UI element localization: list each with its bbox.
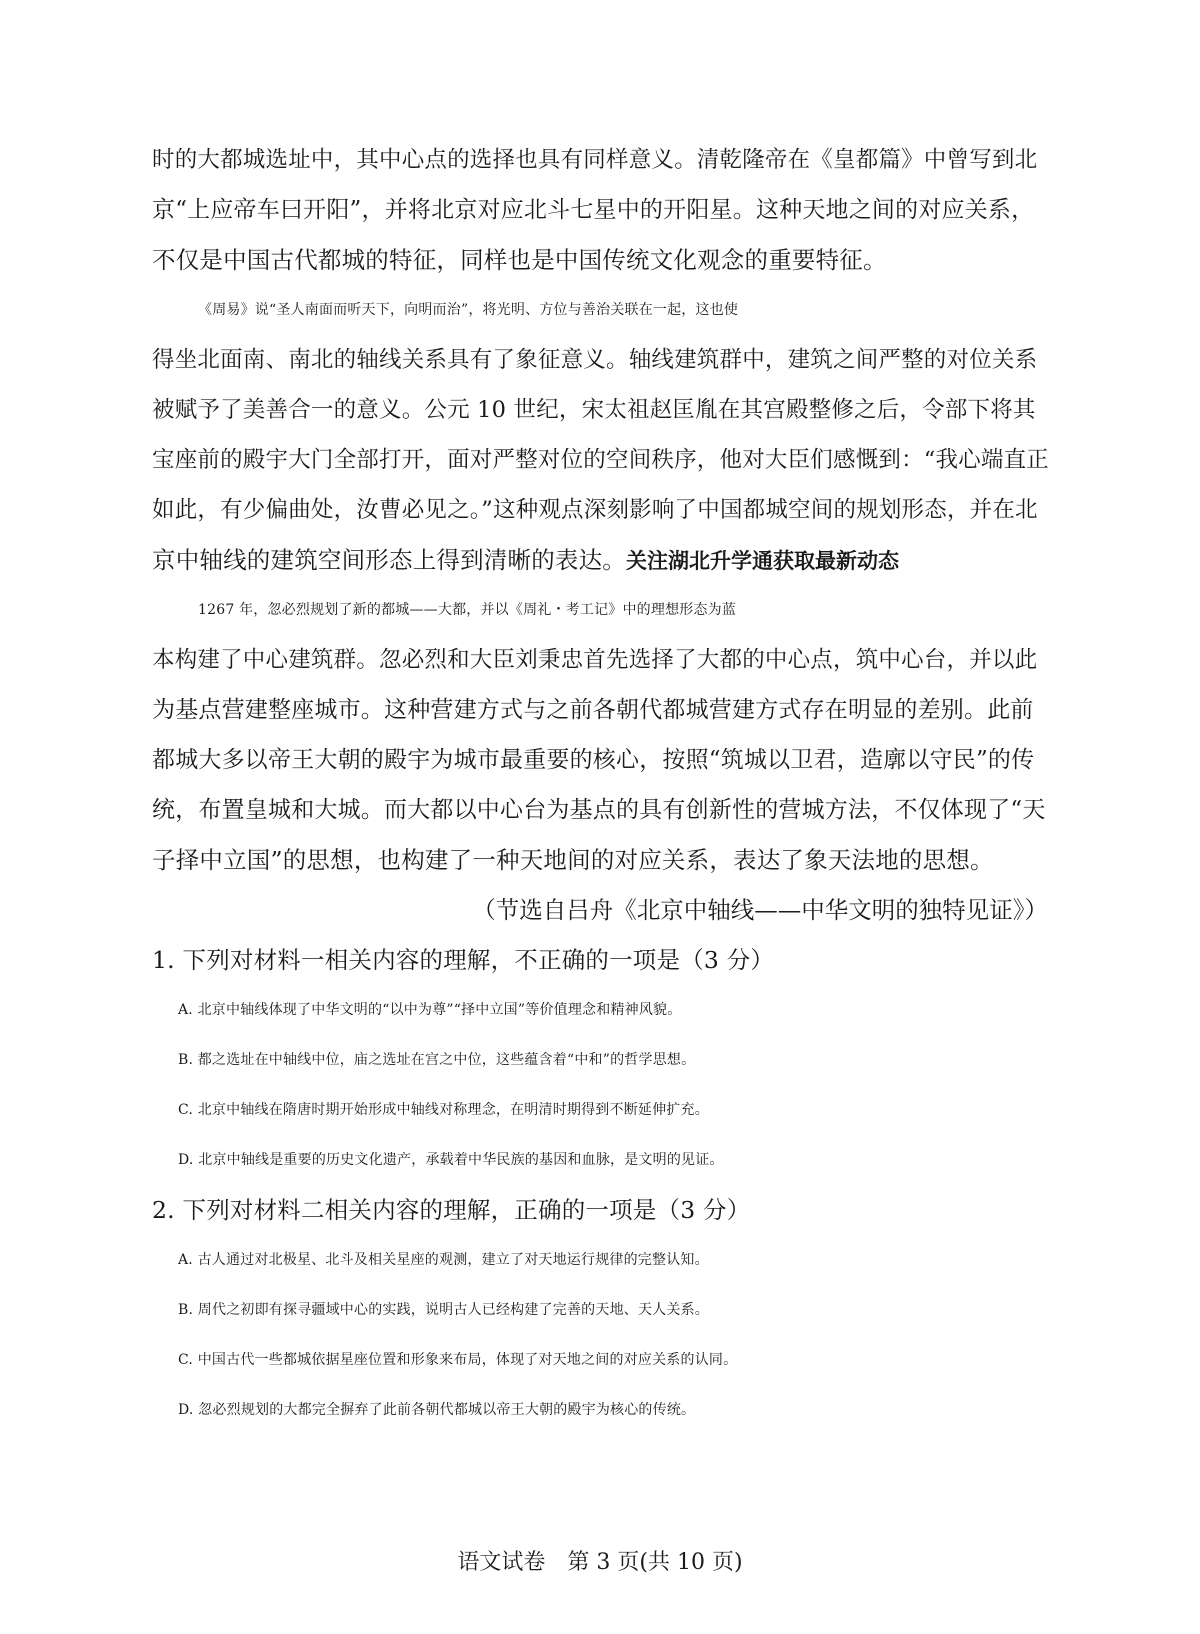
passage-line: 宝座前的殿宇大门全部打开，面对严整对位的空间秩序，他对大臣们感慨到：“我心端直正 [152,447,1050,473]
option-a: A. 北京中轴线体现了中华文明的“以中为尊”“择中立国”等价值理念和精神风貌。 [178,1002,682,1018]
passage-line: 本构建了中心建筑群。忽必烈和大臣刘秉忠首先选择了大都的中心点，筑中心台，并以此 [152,647,1038,673]
passage-line [152,543,1042,578]
passage-line: 京“上应帝车曰开阳”，并将北京对应北斗七星中的开阳星。这种天地之间的对应关系， [152,197,1035,223]
option-d: D. 北京中轴线是重要的历史文化遗产，承载着中华民族的基因和血脉，是文明的见证。 [178,1152,724,1168]
passage-line: 1267 年，忽必烈规划了新的都城——大都，并以《周礼・考工记》中的理想形态为蓝 [198,602,737,618]
page-footer: 语文试卷 第 3 页(共 10 页) [457,1550,743,1575]
passage-line: 被赋予了美善合一的意义。公元 10 世纪，宋太祖赵匡胤在其宫殿整修之后，令部下将其 [152,397,1036,423]
passage-line: 为基点营建整座城市。这种营建方式与之前各朝代都城营建方式存在明显的差别。此前 [152,697,1034,723]
source-citation: （节选自吕舟《北京中轴线——中华文明的独特见证》） [472,896,1048,924]
passage-line: 统，布置皇城和大城。而大都以中心台为基点的具有创新性的营城方法，不仅体现了“天 [152,797,1046,823]
passage-line: 如此，有少偏曲处，汝曹必见之。”这种观点深刻影响了中国都城空间的规划形态，并在北 [152,497,1038,523]
option-b: B. 都之选址在中轴线中位，庙之选址在宫之中位，这些蕴含着“中和”的哲学思想。 [178,1052,696,1068]
option-a: A. 古人通过对北极星、北斗及相关星座的观测，建立了对天地运行规律的完整认知。 [178,1252,709,1268]
passage-line: 不仅是中国古代都城的特征，同样也是中国传统文化观念的重要特征。 [152,246,887,274]
option-b: B. 周代之初即有探寻疆域中心的实践，说明古人已经构建了完善的天地、天人关系。 [178,1302,709,1318]
passage-line: 都城大多以帝王大朝的殿宇为城市最重要的核心，按照“筑城以卫君，造廓以守民”的传 [152,747,1035,773]
passage-line: 得坐北面南、南北的轴线关系具有了象征意义。轴线建筑群中，建筑之间严整的对位关系 [152,347,1038,373]
question-stem: 1. 下列对材料一相关内容的理解，不正确的一项是（3 分） [152,946,775,974]
option-c: C. 中国古代一些都城依据星座位置和形象来布局，体现了对天地之间的对应关系的认同。 [178,1352,738,1368]
promo-notice: 关注湖北升学通获取最新动态 [626,549,899,573]
option-d: D. 忽必烈规划的大都完全摒弃了此前各朝代都城以帝王大朝的殿宇为核心的传统。 [178,1402,696,1418]
question-stem: 2. 下列对材料二相关内容的理解，正确的一项是（3 分） [152,1196,751,1224]
passage-line: 子择中立国”的思想，也构建了一种天地间的对应关系，表达了象天法地的思想。 [152,846,994,874]
option-c: C. 北京中轴线在隋唐时期开始形成中轴线对称理念，在明清时期得到不断延伸扩充。 [178,1102,709,1118]
passage-line: 时的大都城选址中，其中心点的选择也具有同样意义。清乾隆帝在《皇都篇》中曾写到北 [152,147,1038,173]
passage-text: 京中轴线的建筑空间形态上得到清晰的表达。 [152,546,626,574]
passage-line: 《周易》说“圣人南面而听天下，向明而治”，将光明、方位与善治关联在一起，这也使 [198,302,739,318]
